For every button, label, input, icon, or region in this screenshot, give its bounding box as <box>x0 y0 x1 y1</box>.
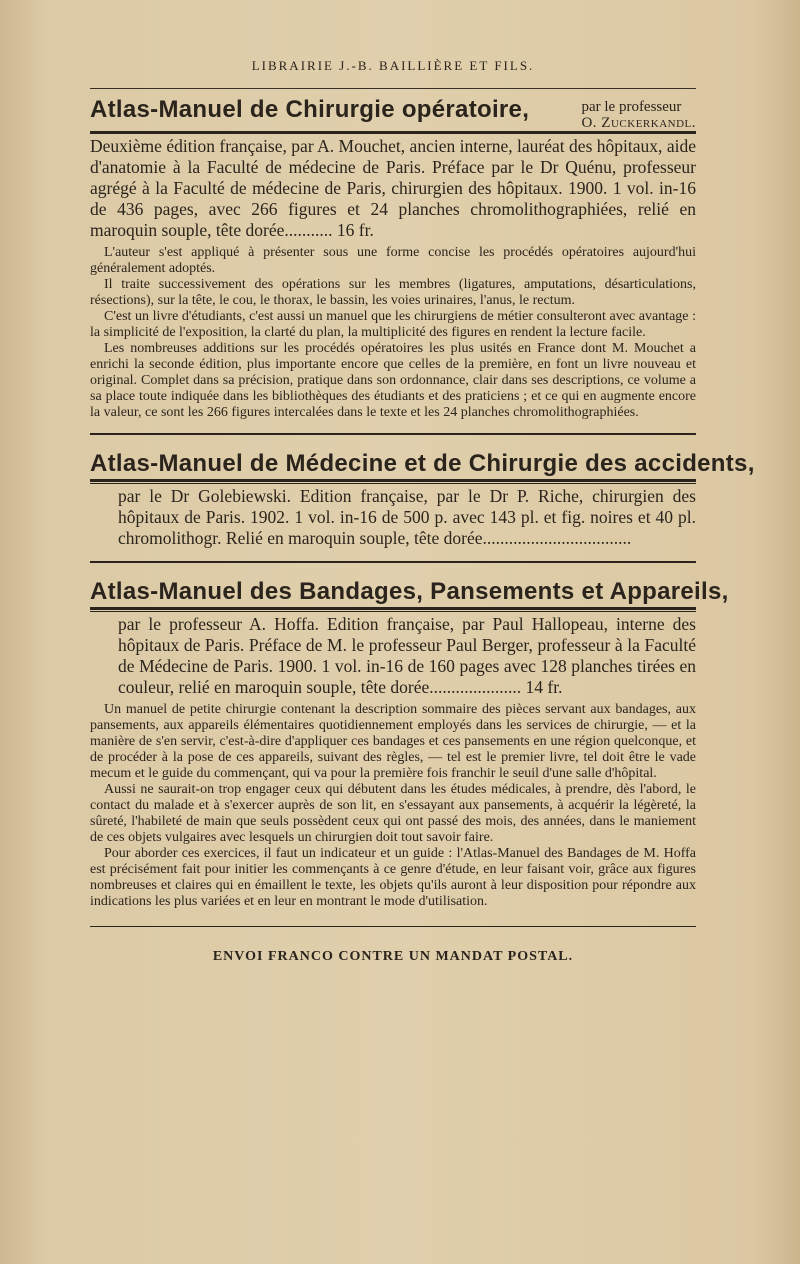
title-underline <box>90 479 696 484</box>
review-paragraph: C'est un livre d'étudiants, c'est aussi un manuel que les chirurgiens de métier consulteront avec avantage : la simplicité de l'exposition, la clarté du plan, la multiplicité des figures en rendent la lecture facile. <box>90 309 696 340</box>
page-content <box>90 58 755 965</box>
review-paragraph: L'auteur s'est appliqué à présenter sous une forme concise les procédés opératoires aujourd'hui généralement adoptés. <box>90 245 696 276</box>
author-tag <box>581 97 696 131</box>
author-line-2: O. Zuckerkandl. <box>581 115 696 131</box>
book-entry-chirurgie-operatoire <box>90 97 696 421</box>
book-description: Deuxième édition française, par A. Mouchet, ancien interne, lauréat des hôpitaux, aide d'anatomie à la Faculté de médecine de Paris. Préface par le Dr Quénu, professeur agrégé à la Faculté de médecine de Paris, chirurgien des hôpitaux. 1900. 1 vol. in-16 de 436 pages, avec 266 figures et 24 planches chromolithographiées, relié en maroquin souple, tête dorée........... 16 fr. <box>90 136 696 240</box>
book-entry-medecine-accidents <box>90 450 755 549</box>
review-paragraph: Aussi ne saurait-on trop engager ceux qui débutent dans les études médicales, à prendre, dès l'abord, le contact du malade et à s'exercer auprès de son lit, en s'essayant aux pansements, à acquérir la légèreté, la sûreté, l'habileté de main que seuls possèdent ceux qui ont passé des mois, des années, dans le maniement de ces objets vulgaires avec lesquels un chirurgien doit tout savoir faire. <box>90 782 696 845</box>
header-rule <box>90 88 696 89</box>
book-description: par le professeur A. Hoffa. Edition française, par Paul Hallopeau, interne des hôpitaux de Paris. Préface de M. le professeur Paul Berger, professeur à la Faculté de Médecine de Paris. 1900. 1 vol. in-16 de 160 pages avec 128 planches tirées en couleur, relié en maroquin souple, tête dorée..................... 14 fr. <box>118 614 696 697</box>
review-paragraph: Un manuel de petite chirurgie contenant la description sommaire des pièces servant aux bandages, aux pansements, aux appareils élémentaires quotidiennement employés dans les services de chirurgie, — et la manière de s'en servir, c'est-à-dire d'appliquer ces bandages et ces pansements en une région quelconque, et de procéder à la pose de ces appareils, suivant des règles, — tel est le premier livre, tel doit être le vade mecum et le guide du commençant, qui va pour la première fois franchir le seuil d'une salle d'hôpital. <box>90 702 696 781</box>
title-underline <box>90 607 696 612</box>
footer-notice: ENVOI FRANCO CONTRE UN MANDAT POSTAL. <box>212 949 574 964</box>
review-paragraph: Pour aborder ces exercices, il faut un indicateur et un guide : l'Atlas-Manuel des Bandages de M. Hoffa est précisément fait pour initier les commençants à ce genre d'étude, en leur faisant voir, grâce aux figures nombreuses et claires qui en émaillent le texte, les objets qu'ils auront à leur disposition pour répondre aux indications les plus variées et en leur en montrant le mode d'utilisation. <box>90 846 696 909</box>
title-row <box>90 97 696 131</box>
author-line-1: par le professeur <box>581 99 682 115</box>
section-divider <box>90 561 696 563</box>
book-description: par le Dr Golebiewski. Edition française, par le Dr P. Riche, chirurgien des hôpitaux de Paris. 1902. 1 vol. in-16 de 500 p. avec 143 pl. et fig. noires et 40 pl. chromolithogr. Relié en maroquin souple, tête dorée.................................. <box>118 486 696 548</box>
title-underline <box>90 131 696 134</box>
section-divider <box>90 433 696 435</box>
book-title: Atlas-Manuel de Médecine et de Chirurgie des accidents, <box>90 450 755 477</box>
review-paragraph: Il traite successivement des opérations sur les membres (ligatures, amputations, désarticulations, résections), sur la tête, le cou, le thorax, le bassin, les voies urinaires, l'anus, le rectum. <box>90 277 696 308</box>
running-head: LIBRAIRIE J.-B. BAILLIÈRE ET FILS. <box>251 58 535 73</box>
book-title: Atlas-Manuel de Chirurgie opératoire, <box>90 96 530 123</box>
book-entry-bandages <box>90 578 729 910</box>
review-paragraph: Les nombreuses additions sur les procédés opératoires les plus usités en France dont M. Mouchet a enrichi la seconde édition, plus importante encore que celles de la première, en font un livre nouveau et original. Complet dans sa précision, pratique dans son ordonnance, clair dans ses descriptions, ce volume a sa place toute indiquée dans les bibliothèques des étudiants et des praticiens ; et ce qui en augmente encore la valeur, ce sont les 266 figures intercalées dans le texte et les 24 planches chromolithographiées. <box>90 341 696 420</box>
footer-rule <box>90 926 696 927</box>
book-title: Atlas-Manuel des Bandages, Pansements et Appareils, <box>90 578 729 605</box>
